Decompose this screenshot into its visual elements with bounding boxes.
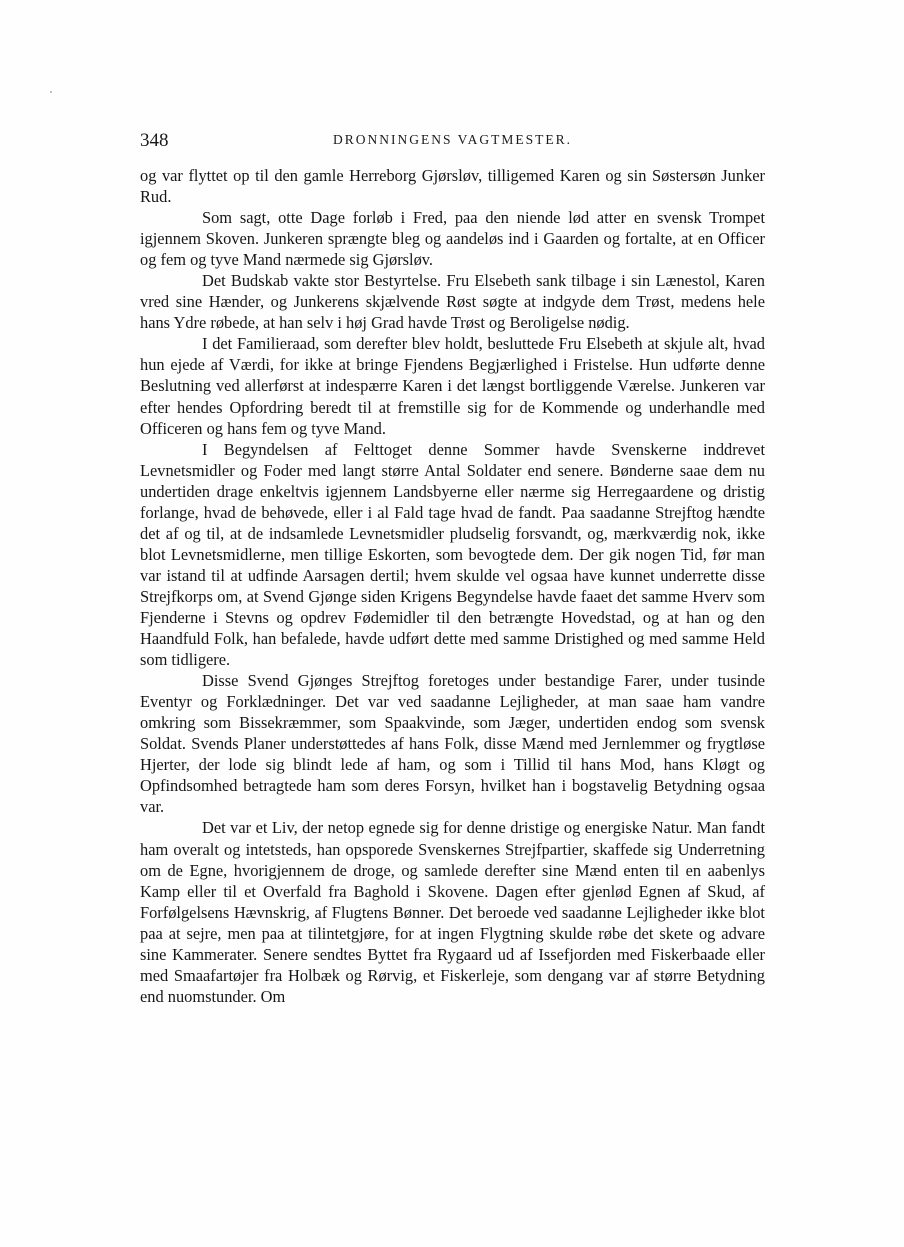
paragraph: Disse Svend Gjønges Strejftog foretoges under bestandige Farer, under tusinde Eventyr og Forklædninger. Det var ved saadanne Lejligheder, at man saae ham vandre omkring som Bissekræmmer, som Spaakvinde, som Jæger, undertiden endog som svensk Soldat. Svends Planer understøttedes af hans Folk, disse Mænd med Jernlemmer og frygtløse Hjerter, der lode sig blindt lede af ham, og som i Tillid til hans Mod, hans Kløgt og Opfindsomhed betragtede ham som deres Forsyn, hvilket han i bogstavelig Betydning ogsaa var. [140, 671, 765, 817]
paragraph: I det Familieraad, som derefter blev holdt, besluttede Fru Elsebeth at skjule alt, hvad hun ejede af Værdi, for ikke at bringe Fjendens Begjærlighed i Fristelse. Hun udførte denne Beslutning ved allerførst at indespærre Karen i det længst bortliggende Værelse. Junkeren var efter hendes Opfordring beredt til at fremstille sig for de Kommende og underhandle med Officeren og hans fem og tyve Mand. [140, 334, 765, 438]
page-number: 348 [140, 130, 169, 151]
paragraph-continuation: og var flyttet op til den gamle Herreborg Gjørsløv, tilligemed Karen og sin Søstersøn Junker Rud. [140, 166, 765, 207]
paper-speck [50, 91, 52, 93]
page-header [140, 130, 765, 154]
paragraph: Det var et Liv, der netop egnede sig for denne dristige og energiske Natur. Man fandt ham overalt og intetsteds, han opsporede Svenskernes Strejfpartier, skaffede sig Underretning om de Egne, hvorigjennem de droge, og samlede derefter sine Mænd enten til en aabenlys Kamp eller til et Overfald fra Baghold i Skovene. Dagen efter gjenlød Egnen af Skud, af Forfølgelsens Hævnskrig, af Flugtens Bønner. Det beroede ved saadanne Lejligheder ikke blot paa at sejre, men paa at tilintetgjøre, for at ingen Flygtning skulde røbe det skete og advare sine Kammerater. Senere sendtes Byttet fra Rygaard ud af Issefjorden med Fiskerbaade eller med Smaafartøjer fra Holbæk og Rørvig, et Fiskerleje, som dengang var af større Betydning end nuomstunder. Om [140, 818, 765, 1006]
paragraph: Det Budskab vakte stor Bestyrtelse. Fru Elsebeth sank tilbage i sin Lænestol, Karen vred sine Hænder, og Junkerens skjælvende Røst søgte at indgyde dem Trøst, medens hele hans Ydre røbede, at han selv i høj Grad havde Trøst og Beroligelse nødig. [140, 271, 765, 333]
paragraph: Som sagt, otte Dage forløb i Fred, paa den niende lød atter en svensk Trompet igjennem Skoven. Junkeren sprængte bleg og aandeløs ind i Gaarden og fortalte, at en Officer og fem og tyve Mand nærmede sig Gjørsløv. [140, 208, 765, 270]
running-title: DRONNINGENS VAGTMESTER. [332, 132, 572, 147]
paragraph: I Begyndelsen af Felttoget denne Sommer havde Svenskerne inddrevet Levnetsmidler og Foder med langt større Antal Soldater end senere. Bønderne saae dem nu undertiden drage enkeltvis igjennem Landsbyerne eller nærme sig Herregaardene og dristig forlange, hvad de behøvede, eller i al Fald tage hvad de fandt. Paa saadanne Strejftog hændte det af og til, at de indsamlede Levnetsmidler pludselig forsvandt, og, mærkværdig nok, ikke blot Levnetsmidlerne, men tillige Eskorten, som bevogtede dem. Der gik nogen Tid, før man var istand til at udfinde Aarsagen dertil; hvem skulde vel ogsaa have kunnet underrette disse Strejfkorps om, at Svend Gjønge siden Krigens Begyndelse havde faaet det samme Hverv som Fjenderne i Stevns og opdrev Fødemidler til den betrængte Hovedstad, og at han og den Haandfuld Folk, han befalede, havde udført dette med samme Dristighed og med samme Held som tidligere. [140, 439, 765, 670]
body-text [140, 165, 765, 1007]
